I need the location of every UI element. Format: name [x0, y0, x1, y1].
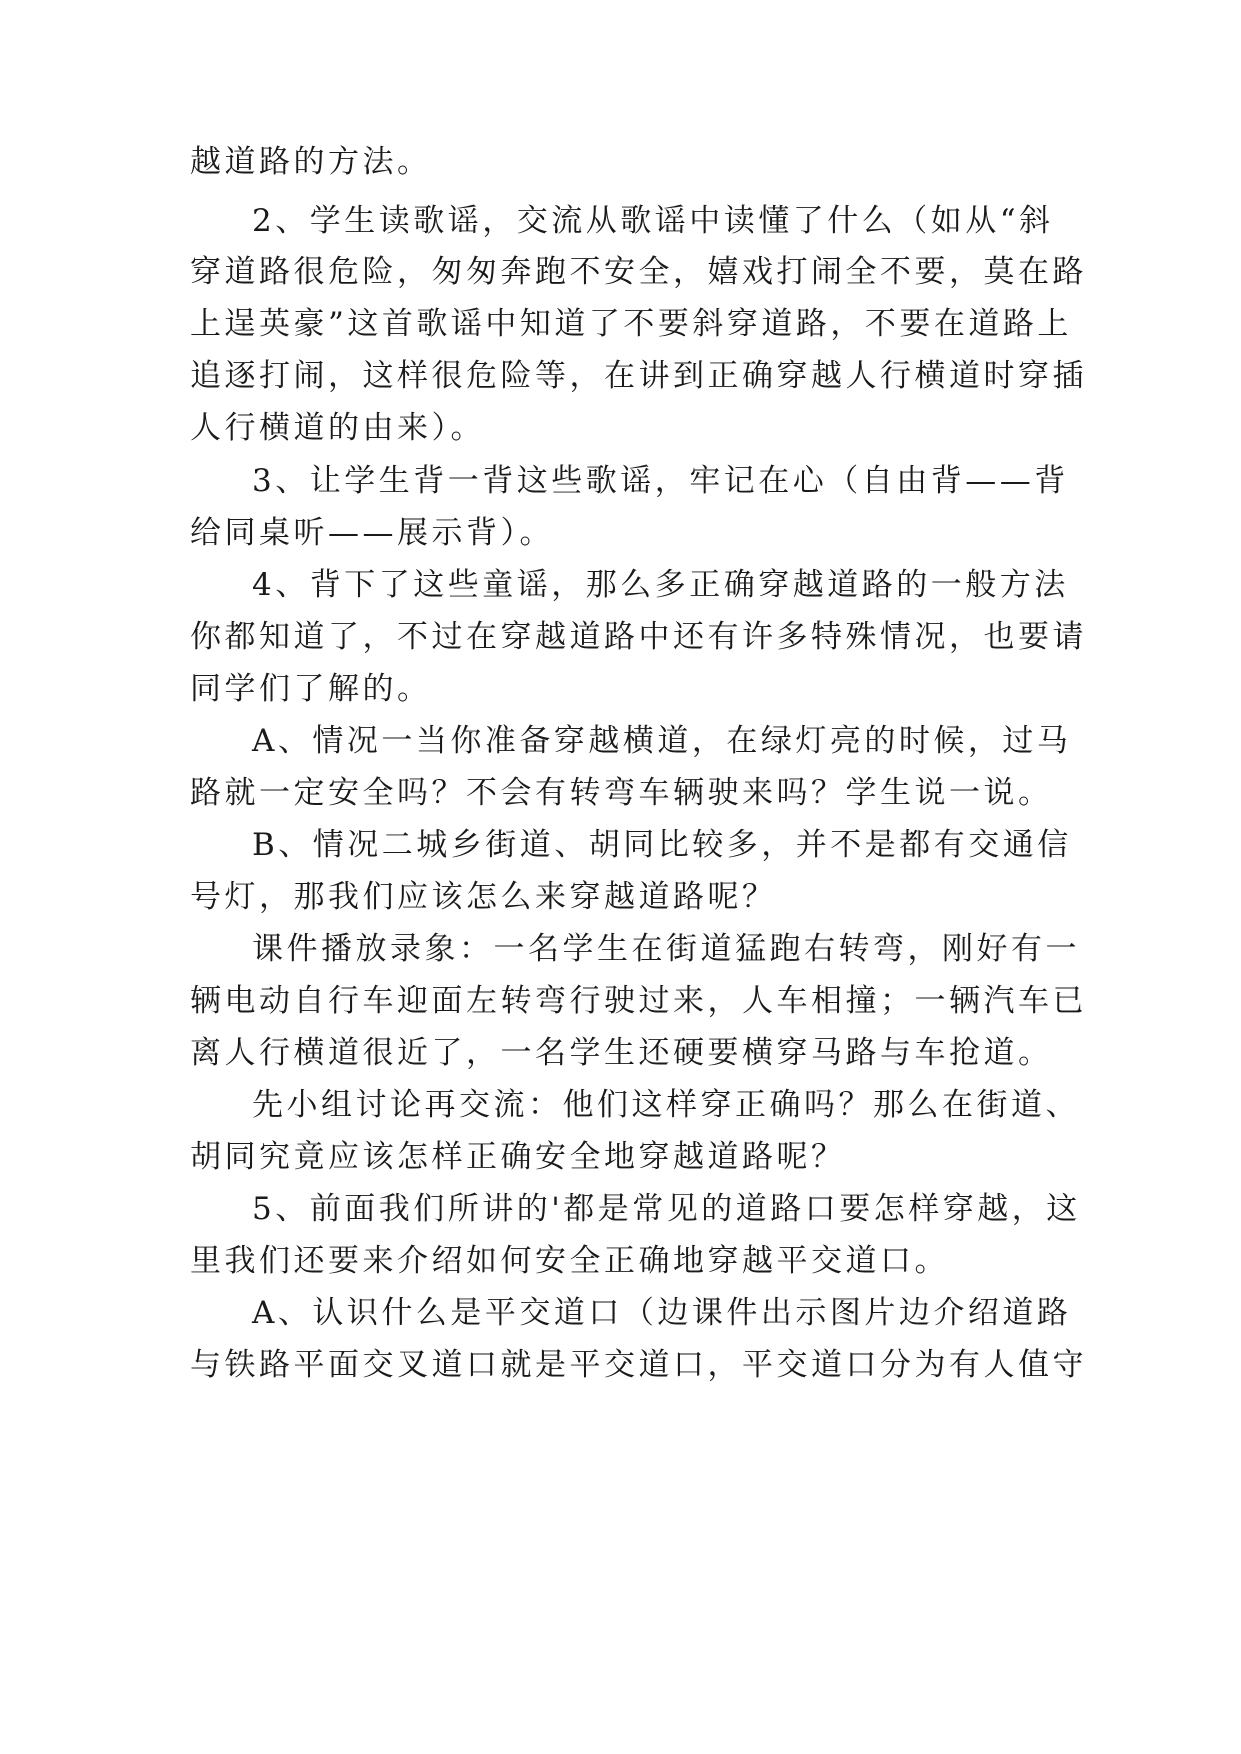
text-line: 追逐打闹，这样很危险等，在讲到正确穿越人行横道时穿插 — [190, 358, 1087, 394]
paragraph-4b-start: B、情况二城乡街道、胡同比较多，并不是都有交通信 — [252, 827, 1072, 863]
paragraph-3-start: 3、让学生背一背这些歌谣，牢记在心（自由背——背 — [252, 463, 1069, 499]
text-line: 号灯，那我们应该怎么来穿越道路呢？ — [190, 879, 777, 915]
text-line: 胡同究竟应该怎样正确安全地穿越道路呢？ — [190, 1139, 846, 1175]
paragraph-5a-start: A、认识什么是平交道口（边课件出示图片边介绍道路 — [252, 1295, 1072, 1331]
text-line: 穿道路很危险，匆匆奔跑不安全，嬉戏打闹全不要，莫在路 — [190, 254, 1087, 290]
text-line: 你都知道了，不过在穿越道路中还有许多特殊情况，也要请 — [190, 619, 1087, 655]
paragraph-5-start: 5、前面我们所讲的'都是常见的道路口要怎样穿越，这 — [252, 1191, 1081, 1227]
paragraph-video-start: 课件播放录象：一名学生在街道猛跑右转弯，刚好有一 — [252, 931, 1080, 967]
text-line: 人行横道的由来）。 — [190, 410, 485, 446]
text-line: 里我们还要来介绍如何安全正确地穿越平交道口。 — [190, 1243, 949, 1279]
text-line: 离人行横道很近了，一名学生还硬要横穿马路与车抢道。 — [190, 1035, 1053, 1071]
paragraph-4-start: 4、背下了这些童谣，那么多正确穿越道路的一般方法 — [252, 567, 1069, 603]
text-line: 越道路的方法。 — [190, 144, 432, 180]
paragraph-2-start: 2、学生读歌谣，交流从歌谣中读懂了什么（如从“斜 — [252, 203, 1054, 239]
paragraph-discussion-start: 先小组讨论再交流：他们这样穿正确吗？那么在街道、 — [252, 1087, 1080, 1123]
text-line: 辆电动自行车迎面左转弯行驶过来，人车相撞；一辆汽车已 — [190, 983, 1087, 1019]
text-line: 上逞英豪”这首歌谣中知道了不要斜穿道路，不要在道路上 — [190, 306, 1072, 342]
paragraph-4a-start: A、情况一当你准备穿越横道，在绿灯亮的时候，过马 — [252, 723, 1072, 759]
text-line: 路就一定安全吗？不会有转弯车辆驶来吗？学生说一说。 — [190, 775, 1053, 811]
text-line: 给同桌听——展示背）。 — [190, 515, 554, 551]
text-line: 与铁路平面交叉道口就是平交道口，平交道口分为有人值守 — [190, 1347, 1087, 1383]
text-line: 同学们了解的。 — [190, 671, 432, 707]
